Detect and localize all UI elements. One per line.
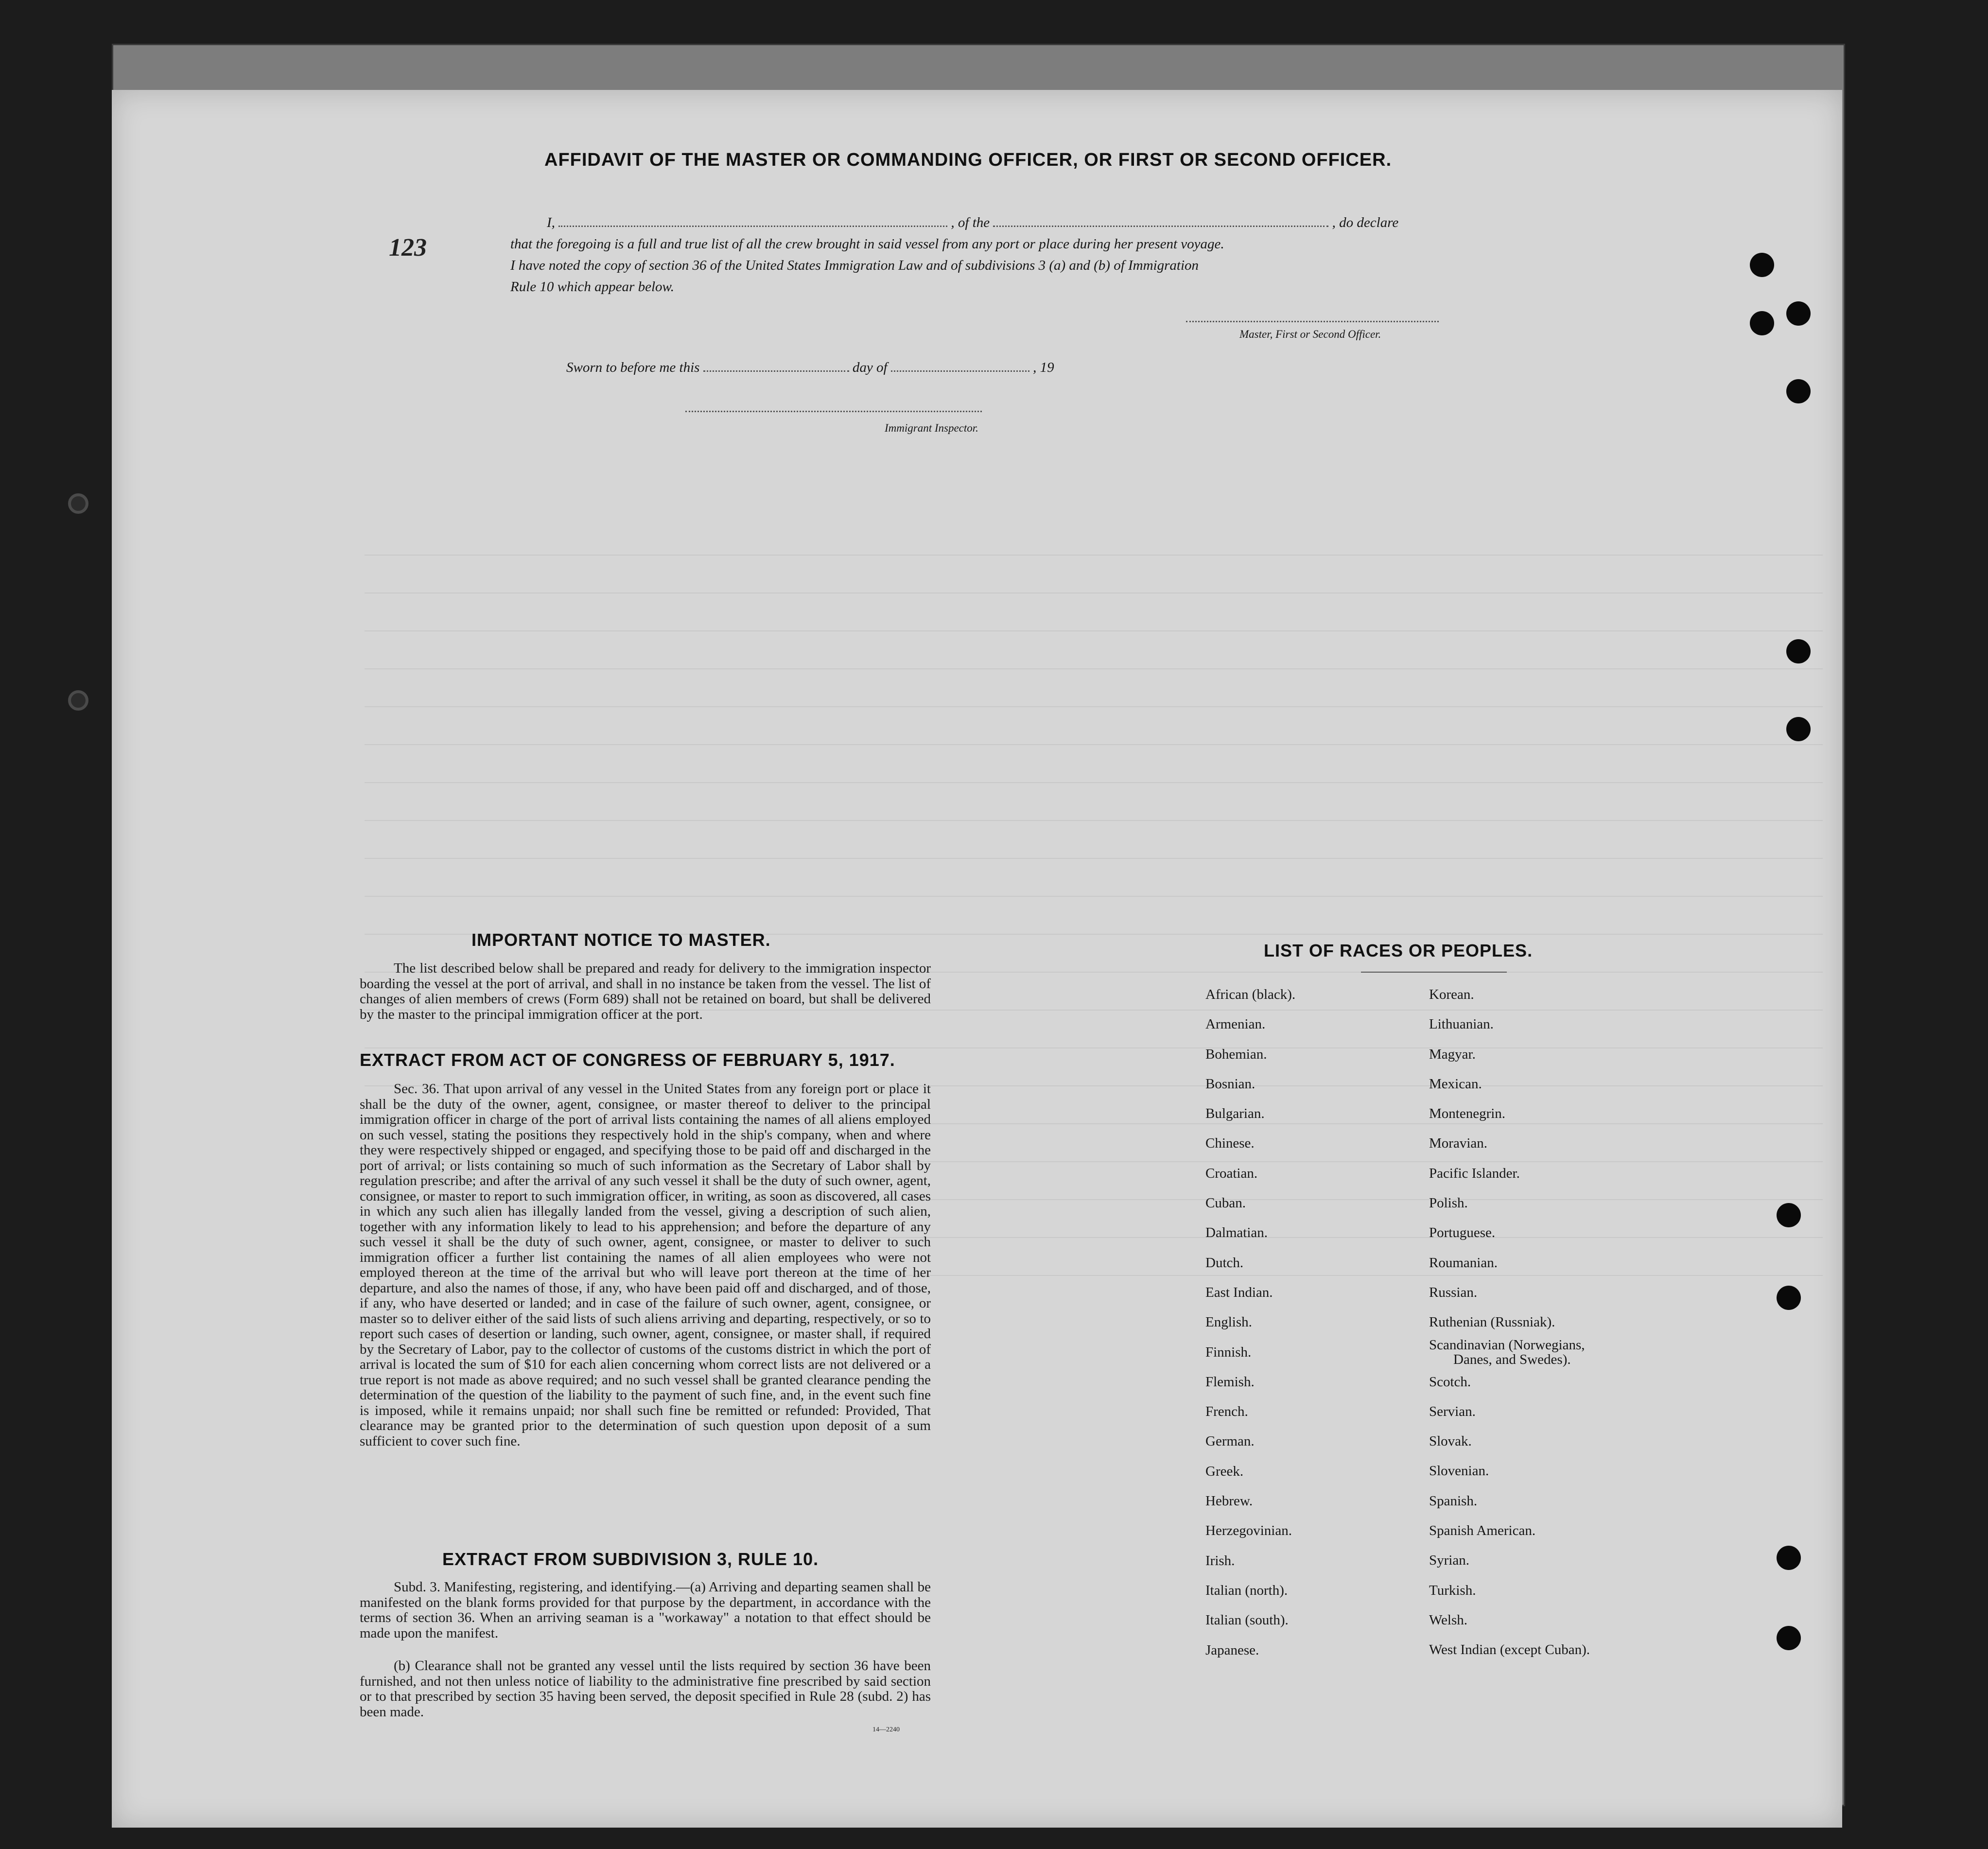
punch-hole-icon [1786,379,1811,403]
race-item: Herzegovinian. [1205,1523,1292,1539]
race-item: Welsh. [1429,1612,1468,1628]
rule-text-a: Subd. 3. Manifesting, registering, and identifying.—(a) Arriving and departing seamen shall be manifested on the blank forms provided for that purpose by the department, in accordance with the terms of section 36. When an arriving seaman is a "workaway" a notation to that effect should be made upon the manifest. [360,1579,931,1641]
form-number: 14—2240 [872,1726,900,1733]
stamp-number: 123 [389,234,427,262]
punch-hole-icon [1786,301,1811,326]
punch-hole-icon [1777,1203,1801,1227]
races-column-2 [1429,980,1590,1665]
race-item: Danes, and Swedes). [1453,1351,1571,1367]
inspector-signature-line[interactable] [685,411,982,412]
race-item: Japanese. [1205,1642,1259,1658]
punch-hole-icon [1750,311,1774,335]
race-item: Slovak. [1429,1433,1472,1449]
race-item: West Indian (except Cuban). [1429,1642,1590,1658]
race-item: Cuban. [1205,1195,1246,1211]
race-item: Scandinavian (Norwegians, [1429,1337,1585,1353]
race-item: Montenegrin. [1429,1106,1506,1122]
races-column-1 [1205,980,1295,1665]
race-item: Korean. [1429,987,1474,1002]
binder-ring-icon [68,690,88,711]
race-item: Polish. [1429,1195,1468,1211]
inspector-caption: Immigrant Inspector. [885,422,978,434]
sworn-month-blank-field[interactable] [891,370,1029,372]
sworn-year: , 19 [1033,360,1054,375]
race-item: Dutch. [1205,1255,1244,1271]
race-item: English. [1205,1314,1252,1330]
race-item: Russian. [1429,1284,1478,1300]
race-item: Turkish. [1429,1582,1476,1598]
race-item: Spanish. [1429,1493,1478,1509]
race-item: Italian (south). [1205,1612,1289,1628]
race-item: Moravian. [1429,1135,1487,1151]
master-caption: Master, First or Second Officer. [1239,328,1381,340]
declaration-of-the: , of the [951,215,990,230]
declaration-suffix: , do declare [1332,215,1399,230]
race-item: Croatian. [1205,1165,1258,1181]
race-item: Armenian. [1205,1016,1266,1032]
rule-text-b: (b) Clearance shall not be granted any vessel until the lists required by section 36 have been furnished, and not then unless notice of liability to the administrative fine prescribed by said section or to that prescribed by section 35 having been served, the deposit specified in Rule 28 (subd. 2) has been made. [360,1658,931,1720]
sworn-line [566,360,1054,376]
master-signature-line[interactable] [1186,321,1439,322]
race-item: Finnish. [1205,1344,1252,1360]
punch-hole-icon [1777,1626,1801,1650]
punch-hole-icon [1777,1286,1801,1310]
binder-ring-icon [68,493,88,514]
race-item: Italian (north). [1205,1582,1288,1598]
punch-hole-icon [1786,717,1811,741]
race-item: Pacific Islander. [1429,1165,1520,1181]
race-item: Lithuanian. [1429,1016,1494,1032]
declaration-line-2: that the foregoing is a full and true list of all the crew brought in said vessel from any port or place during her present voyage. [510,236,1224,252]
notice-text: The list described below shall be prepared and ready for delivery to the immigration inspector boarding the vessel at the port of arrival, and shall in no instance be taken from the vessel. The list of changes of alien members of crews (Form 689) shall not be retained on board, but shall be delivered by the master to the principal immigration officer at the port. [360,960,931,1022]
sworn-day: day of [852,360,888,375]
notice-title: IMPORTANT NOTICE TO MASTER. [471,930,771,950]
race-item: Scotch. [1429,1374,1471,1390]
declaration-line-1 [547,215,1398,231]
race-item: Bohemian. [1205,1046,1267,1062]
race-item: Slovenian. [1429,1463,1489,1479]
race-item: African (black). [1205,987,1296,1002]
races-title-underline [1361,972,1507,973]
punch-hole-icon [1777,1546,1801,1570]
sworn-date-blank-field[interactable] [703,370,849,372]
name-blank-field[interactable] [558,226,947,227]
race-item: German. [1205,1433,1255,1449]
rule-title: EXTRACT FROM SUBDIVISION 3, RULE 10. [442,1549,819,1569]
vessel-blank-field[interactable] [993,226,1328,227]
race-item: Spanish American. [1429,1523,1536,1539]
race-item: Flemish. [1205,1374,1255,1390]
act-text: Sec. 36. That upon arrival of any vessel in the United States from any foreign port or place it shall be the duty of the owner, agent, consignee, or master thereof to deliver to the principal immigration officer in charge of the port of arrival lists containing the names of all aliens employed on such vessel, stating the positions they respectively hold in the ship's company, when and where they were respectively shipped or engaged, and specifying those to be paid off and discharged in the port of arrival; or lists containing so much of such information as the Secretary of Labor shall by regulation prescribe; and after the arrival of any such vessel it shall be the duty of such owner, agent, consignee, or master to report to such immigration officer, in writing, as soon as discovered, all cases in which any such alien has illegally landed from the vessel, giving a description of such alien, together with any information likely to lead to his apprehension; and before the departure of any such vessel it shall be the duty of such owner, agent, consignee, or master to deliver to such immigration officer a further list containing the names of all alien employees who were not employed thereon at the time of the arrival but who will leave port thereon at the time of her departure, and also the names of those, if any, who have been paid off and discharged, and of those, if any, who have deserted or landed; and in case of the failure of such owner, agent, consignee, or master so to deliver either of the said lists of such aliens arriving and departing, respectively, or so to report such cases of desertion or landing, such owner, agent, consignee, or master shall, if required by the Secretary of Labor, pay to the collector of customs of the customs district in which the port of arrival is located the sum of $10 for each alien concerning whom correct lists are not delivered or a true report is not made as above required; and no such vessel shall be granted clearance pending the determination of the question of the liability to the payment of such fine, and, in the event such fine is imposed, while it remains unpaid; nor shall such fine be remitted or refunded: Provided, That clearance may be granted prior to the determination of such question upon deposit of a sum sufficient to cover such fine. [360,1081,931,1449]
race-item: Bulgarian. [1205,1106,1265,1122]
race-item: East Indian. [1205,1284,1273,1300]
declaration-line-3: I have noted the copy of section 36 of the United States Immigration Law and of subdivisions 3 (a) and (b) of Immigration [510,258,1199,273]
race-item: Syrian. [1429,1552,1469,1569]
race-item: Roumanian. [1429,1255,1498,1271]
declaration-prefix: I, [547,215,555,230]
race-item: French. [1205,1404,1248,1420]
race-item: Irish. [1205,1552,1235,1569]
race-item: Hebrew. [1205,1493,1253,1509]
race-item: Magyar. [1429,1046,1476,1062]
punch-hole-icon [1786,639,1811,663]
race-item: Mexican. [1429,1076,1482,1092]
race-item: Portuguese. [1429,1225,1496,1241]
punch-hole-icon [1750,253,1774,277]
race-item: Bosnian. [1205,1076,1256,1092]
declaration-line-4: Rule 10 which appear below. [510,279,674,295]
act-title: EXTRACT FROM ACT OF CONGRESS OF FEBRUARY 5, 1917. [360,1050,895,1070]
race-item: Ruthenian (Russniak). [1429,1314,1555,1330]
races-title: LIST OF RACES OR PEOPLES. [1264,941,1533,960]
race-item: Greek. [1205,1463,1244,1479]
race-item: Chinese. [1205,1135,1255,1151]
race-item: Dalmatian. [1205,1225,1268,1241]
affidavit-title: AFFIDAVIT OF THE MASTER OR COMMANDING OFFICER, OR FIRST OR SECOND OFFICER. [544,150,1392,170]
sworn-prefix: Sworn to before me this [566,360,700,375]
race-item: Servian. [1429,1403,1476,1419]
